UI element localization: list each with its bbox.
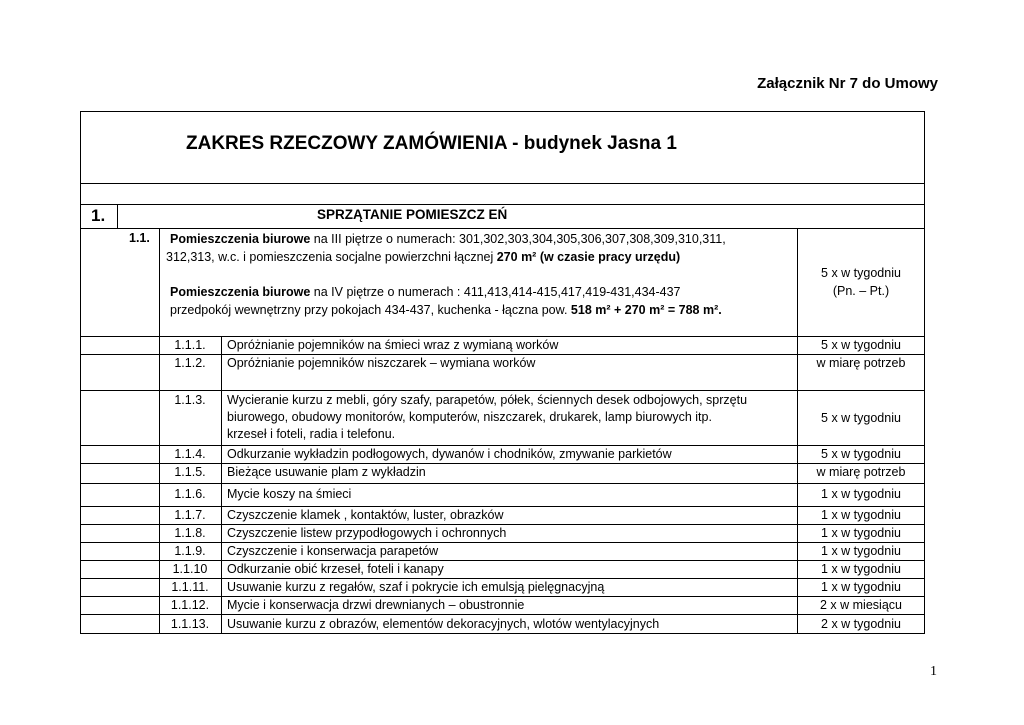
task-frequency: 1 x w tygodniu [821, 544, 901, 558]
task-number: 1.1.1. [174, 338, 206, 352]
task-description: Czyszczenie i konserwacja parapetów [227, 544, 439, 558]
task-line: krzeseł i foteli, radia i telefonu. [227, 427, 396, 441]
task-number: 1.1.11. [171, 580, 209, 594]
row-divider [80, 483, 925, 484]
task-frequency: w miarę potrzeb [816, 356, 906, 370]
task-frequency: 2 x w miesiącu [820, 598, 902, 612]
task-frequency: w miarę potrzeb [816, 465, 906, 479]
task-description [227, 392, 792, 443]
task-number: 1.1.6. [174, 487, 206, 501]
attachment-header: Załącznik Nr 7 do Umowy [757, 75, 938, 92]
desc-text: na IV piętrze o numerach : 411,413,414-415,417,419-431,434-437 [310, 285, 681, 299]
desc-area: 518 m² + 270 m² = 788 m². [570, 303, 722, 317]
task-number: 1.1.9. [174, 544, 206, 558]
column-divider [117, 204, 118, 228]
desc-label: Pomieszczenia biurowe [170, 232, 311, 246]
desc-area: 270 m² (w czasie pracy urzędu) [496, 250, 681, 264]
subsection-description [166, 230, 790, 319]
task-frequency: 1 x w tygodniu [821, 580, 901, 594]
task-number: 1.1.7. [174, 508, 206, 522]
page-number: 1 [930, 664, 937, 679]
task-description: Czyszczenie listew przypodłogowych i ochronnych [227, 526, 507, 540]
task-number: 1.1.3. [174, 393, 206, 407]
task-frequency: 2 x w tygodniu [821, 617, 901, 631]
row-divider [80, 614, 925, 615]
task-number: 1.1.4. [174, 447, 206, 461]
task-description: Bieżące usuwanie plam z wykładzin [227, 465, 426, 479]
row-divider [80, 228, 925, 229]
task-description: Mycie i konserwacja drzwi drewnianych – obustronnie [227, 598, 525, 612]
task-line: biurowego, obudowy monitorów, komputerów, niszczarek, drukarek, lamp biurowych itp. [227, 410, 712, 424]
task-frequency: 5 x w tygodniu [821, 338, 901, 352]
task-frequency: 5 x w tygodniu [821, 411, 901, 425]
column-divider [221, 336, 222, 634]
task-number: 1.1.2. [174, 356, 206, 370]
task-description: Odkurzanie obić krzeseł, foteli i kanapy [227, 562, 444, 576]
desc-text: przedpokój wewnętrzny przy pokojach 434-437, kuchenka - łączna pow. [170, 303, 571, 317]
task-frequency: 1 x w tygodniu [821, 526, 901, 540]
desc-text: na III piętrze o numerach: 301,302,303,304,305,306,307,308,309,310,311, [310, 232, 726, 246]
section-title: SPRZĄTANIE POMIESZCZ EŃ [317, 207, 508, 222]
task-description: Usuwanie kurzu z obrazów, elementów dekoracyjnych, wlotów wentylacyjnych [227, 617, 660, 631]
row-divider [80, 183, 925, 184]
task-description: Opróżnianie pojemników niszczarek – wymiana worków [227, 356, 536, 370]
task-description: Usuwanie kurzu z regałów, szaf i pokrycie ich emulsją pielęgnacyjną [227, 580, 605, 594]
task-description: Czyszczenie klamek , kontaktów, luster, obrazków [227, 508, 504, 522]
row-divider [80, 390, 925, 391]
subsection-number: 1.1. [129, 231, 150, 245]
row-divider [80, 204, 925, 205]
desc-text: 312,313, w.c. i pomieszczenia socjalne powierzchni łącznej [166, 250, 497, 264]
task-frequency: 5 x w tygodniu [821, 447, 901, 461]
document-title: ZAKRES RZECZOWY ZAMÓWIENIA - budynek Jasna 1 [186, 133, 677, 154]
task-number: 1.1.8. [174, 526, 206, 540]
task-number: 1.1.12. [170, 598, 210, 612]
frequency-text: 5 x w tygodniu [821, 266, 901, 280]
task-line: Wycieranie kurzu z mebli, góry szafy, parapetów, półek, ściennych desek odbojowych, sprzętu [227, 393, 748, 407]
section-number: 1. [91, 206, 106, 225]
task-description: Opróżnianie pojemników na śmieci wraz z wymianą worków [227, 338, 559, 352]
task-number: 1.1.10 [172, 562, 208, 576]
desc-label: Pomieszczenia biurowe [170, 285, 311, 299]
task-number: 1.1.5. [174, 465, 206, 479]
subsection-frequency [797, 264, 925, 300]
task-frequency: 1 x w tygodniu [821, 487, 901, 501]
task-number: 1.1.13. [170, 617, 210, 631]
task-description: Mycie koszy na śmieci [227, 487, 352, 501]
task-frequency: 1 x w tygodniu [821, 562, 901, 576]
task-frequency: 1 x w tygodniu [821, 508, 901, 522]
task-description: Odkurzanie wykładzin podłogowych, dywanów i chodników, zmywanie parkietów [227, 447, 672, 461]
frequency-days: (Pn. – Pt.) [832, 284, 890, 298]
